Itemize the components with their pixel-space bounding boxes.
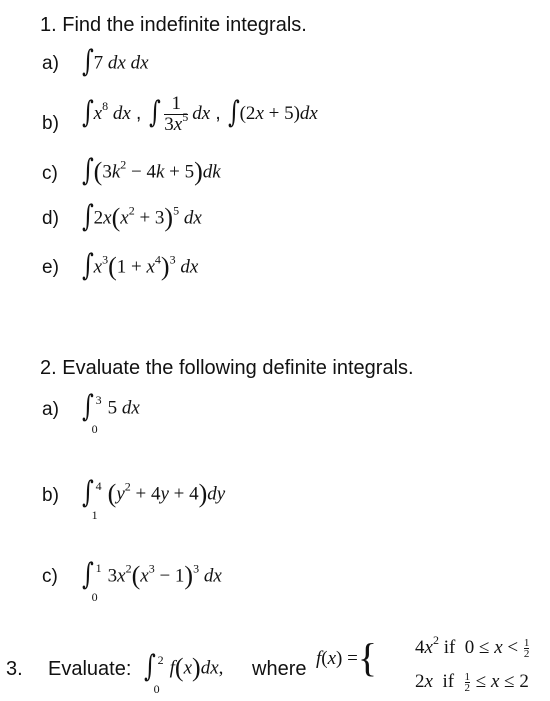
q1-label-a: a) [42,53,59,74]
q2-label-c: c) [42,566,58,587]
q1-a-expression: ∫7 dx dx [81,44,149,79]
q2-a-expression: ∫ 3 0 5 dx [81,389,140,436]
q3-integral: ∫ 2 0 f(x)dx, [143,649,224,696]
question-1-title: 1. Find the indefinite integrals. [40,14,307,36]
q3-function-definition: f(x) ={ [316,634,378,680]
q2-b-expression: ∫ 4 1 $(y^2 + 4y + 4)dy$ [81,475,226,522]
q1-b-expression: $\int x^8$ dx , ∫ $\frac{1}{3x^5}$ dx , ∫(2x + 5)dx [81,93,318,135]
q1-d-expression: $\int 2x(x^2 + 3)^5$ dx [81,199,202,234]
q3-case-2: 2x if $\frac{1}{2}$ ≤ x ≤ 2 [415,671,529,695]
question-3-where: where [252,658,307,680]
q2-c-expression: ∫ 1 0 $3x^2(x^3 - 1)^3$ dx [81,557,222,604]
q1-c-expression: $\int(3k^2 - 4k + 5)dk$ [81,153,221,188]
q2-label-b: b) [42,485,59,506]
q3-case-1: $4x^2$ if 0 ≤ x < $\frac{1}{2}$ [415,633,530,661]
question-3-evaluate: Evaluate: [48,658,132,680]
question-3-number: 3. [6,658,23,680]
q1-label-e: e) [42,257,59,278]
q1-label-b: b) [42,113,59,134]
question-2-title: 2. Evaluate the following definite integrals. [40,357,414,379]
q1-e-expression: $\int x^3(1 + x^4)^3$ dx [81,248,199,283]
q2-label-a: a) [42,399,59,420]
q1-label-c: c) [42,163,58,184]
q1-label-d: d) [42,208,59,229]
